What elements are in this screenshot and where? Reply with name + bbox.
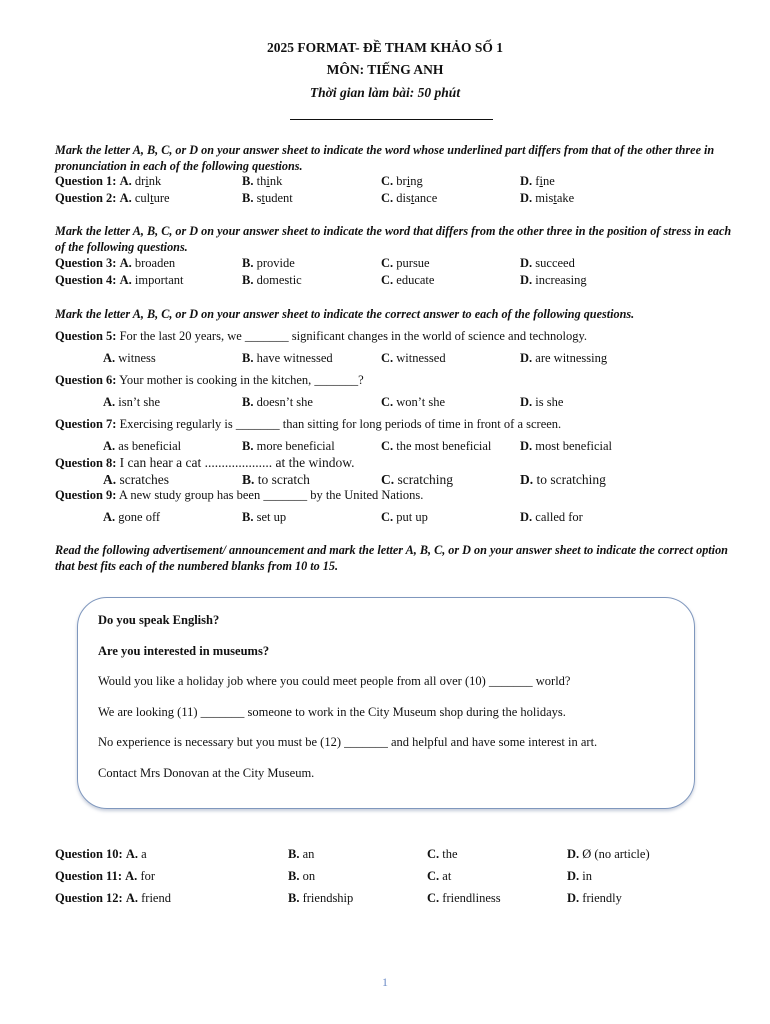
page-number: 1 [382, 975, 388, 989]
question-9-options: A. gone off B. set up C. put up D. called for [103, 510, 583, 524]
question-12: Question 12: A. friend B. friendship C. friendliness D. friendly [55, 891, 622, 905]
question-11: Question 11: A. for B. on C. at D. in [55, 869, 593, 883]
stress-instruction: Mark the letter A, B, C, or D on your answer sheet to indicate the word that differs from the other three in the position of stress in each of the following questions. [55, 224, 732, 254]
exam-title: 2025 FORMAT- ĐỀ THAM KHẢO SỐ 1 [266, 40, 503, 55]
question-8-options: A. scratches B. to scratch C. scratching D. to scratching [103, 472, 606, 487]
advert-line-5: No experience is necessary but you must be (12) _______ and helpful and have some interest in art. [98, 735, 598, 749]
advert-line-1: Do you speak English? [98, 613, 220, 627]
correct-answer-instruction: Mark the letter A, B, C, or D on your answer sheet to indicate the correct answer to each of the following questions. [55, 307, 635, 321]
question-8-stem: Question 8: I can hear a cat .................... at the window. [55, 455, 355, 470]
question-7-options: A. as beneficial B. more beneficial C. the most beneficial D. most beneficial [103, 439, 612, 453]
question-7-stem: Question 7: Exercising regularly is _______ than sitting for long periods of time in front of a screen. [55, 417, 562, 431]
question-4: Question 4: A. important B. domestic C. educate D. increasing [55, 273, 587, 287]
question-10: Question 10: A. a B. an C. the D. Ø (no article) [55, 847, 650, 861]
question-1: Question 1: A. drink B. think C. bring D. fine [55, 174, 555, 188]
advert-line-4: We are looking (11) _______ someone to work in the City Museum shop during the holidays. [98, 705, 566, 719]
exam-subject: MÔN: TIẾNG ANH [326, 62, 444, 77]
advert-line-2: Are you interested in museums? [98, 644, 270, 658]
advert-line-6: Contact Mrs Donovan at the City Museum. [98, 766, 315, 780]
exam-time: Thời gian làm bài: 50 phút [309, 85, 461, 100]
advert-instruction: Read the following advertisement/ announcement and mark the letter A, B, C, or D on your answer sheet to indicate the correct option that best fits each of the numbered blanks from 10 to 15. [55, 543, 728, 573]
question-9-stem: Question 9: A new study group has been _______ by the United Nations. [55, 488, 424, 502]
question-6-stem: Question 6: Your mother is cooking in the kitchen, _______? [55, 373, 364, 387]
question-6-options: A. isn’t she B. doesn’t she C. won’t she D. is she [103, 395, 564, 409]
question-5-stem: Question 5: For the last 20 years, we _______ significant changes in the world of science and technology. [55, 329, 588, 343]
question-3: Question 3: A. broaden B. provide C. pursue D. succeed [55, 256, 575, 270]
question-5-options: A. witness B. have witnessed C. witnessed D. are witnessing [103, 351, 608, 365]
pronunciation-instruction: Mark the letter A, B, C, or D on your answer sheet to indicate the word whose underlined part differs from that of the other three in pronunciation in each of the following questions. [55, 143, 715, 173]
question-2: Question 2: A. culture B. student C. distance D. mistake [55, 191, 575, 205]
title-divider [290, 119, 493, 120]
advert-line-3: Would you like a holiday job where you could meet people from all over (10) _______ world? [98, 674, 571, 688]
